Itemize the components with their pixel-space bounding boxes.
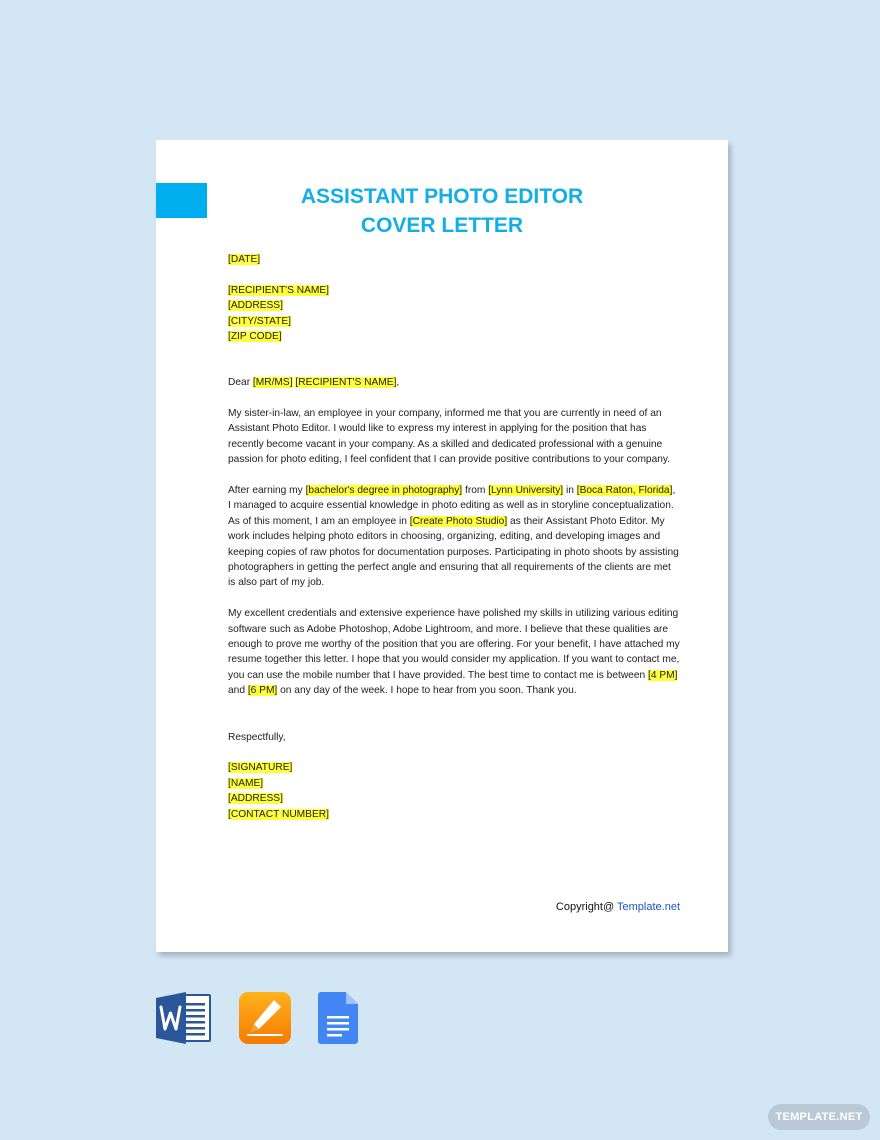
date-placeholder: [DATE]	[228, 254, 261, 265]
pages-icon[interactable]	[239, 992, 291, 1049]
template-net-link[interactable]: Template.net	[617, 901, 680, 913]
university-placeholder: [Lynn University]	[488, 485, 564, 497]
document-title	[156, 182, 728, 240]
degree-placeholder: [bachelor's degree in photography]	[305, 485, 463, 497]
recipient-name-placeholder: [RECIPIENT'S NAME]	[228, 284, 330, 296]
salutation-name-placeholder: [RECIPIENT'S NAME]	[295, 377, 397, 389]
recipient-city-state-placeholder: [CITY/STATE]	[228, 315, 292, 327]
recipient-zip-placeholder: [ZIP CODE]	[228, 331, 282, 343]
paragraph-1: My sister-in-law, an employee in your company, informed me that you are currently in need of an Assistant Photo Editor. I would like to express my interest in applying for the position that has recently become vacant in your company. As a skilled and dedicated professional with a genuine passion for photo editing, I feel confident that I can provide positive contributions to your company.	[228, 408, 671, 466]
recipient-address-placeholder: [ADDRESS]	[228, 300, 283, 312]
end-time-placeholder: [6 PM]	[247, 685, 278, 697]
copyright-line: Copyright@ Template.net	[555, 901, 680, 913]
title-line-2: COVER LETTER	[360, 214, 524, 237]
sender-name-placeholder: [NAME]	[228, 777, 264, 789]
signature-placeholder: [SIGNATURE]	[228, 762, 293, 774]
google-docs-icon[interactable]	[318, 992, 358, 1049]
salutation-title-placeholder: [MR/MS]	[252, 377, 293, 389]
word-icon[interactable]	[156, 992, 212, 1049]
title-line-1: ASSISTANT PHOTO EDITOR	[300, 185, 584, 208]
location-placeholder: [Boca Raton, Florida]	[576, 485, 673, 497]
start-time-placeholder: [4 PM]	[648, 669, 678, 681]
salutation: Dear [MR/MS] [RECIPIENT'S NAME],	[228, 377, 400, 389]
template-net-watermark: TEMPLATE.NET	[768, 1104, 870, 1130]
letter-body	[228, 252, 680, 822]
paragraph-2: After earning my [bachelor's degree in photography] from [Lynn University] in [Boca Raton, Florida], I managed to acquire essential knowledge in photo editing as well as in storyline conceptualization. As of this moment, I am an employee in [Create Photo Studio] as their Assistant Photo Editor. My work includes helping photo editors in choosing, organizing, editing, and developing images and keeping copies of raw photos for documentation purposes. Participating in photo shoots by assisting photographers in getting the perfect angle and ensuring that all requirements of the clients are met is also part of my job.	[228, 485, 679, 589]
paragraph-3: My excellent credentials and extensive experience have polished my skills in utilizing various editing software such as Adobe Photoshop, Adobe Lightroom, and more. I believe that these qualities are enough to prove me worthy of the position that you are offering. For your benefit, I have attached my resume together this letter. I hope that you would consider my application. If you want to contact me, you can use the mobile number that I have provided. The best time to contact me is between [4 PM] and [6 PM] on any day of the week. I hope to hear from you soon. Thank you.	[228, 608, 680, 697]
sender-address-placeholder: [ADDRESS]	[228, 793, 283, 805]
closing: Respectfully,	[228, 731, 286, 743]
company-placeholder: [Create Photo Studio]	[409, 515, 508, 527]
document-page	[156, 140, 728, 952]
contact-number-placeholder: [CONTACT NUMBER]	[228, 808, 329, 820]
